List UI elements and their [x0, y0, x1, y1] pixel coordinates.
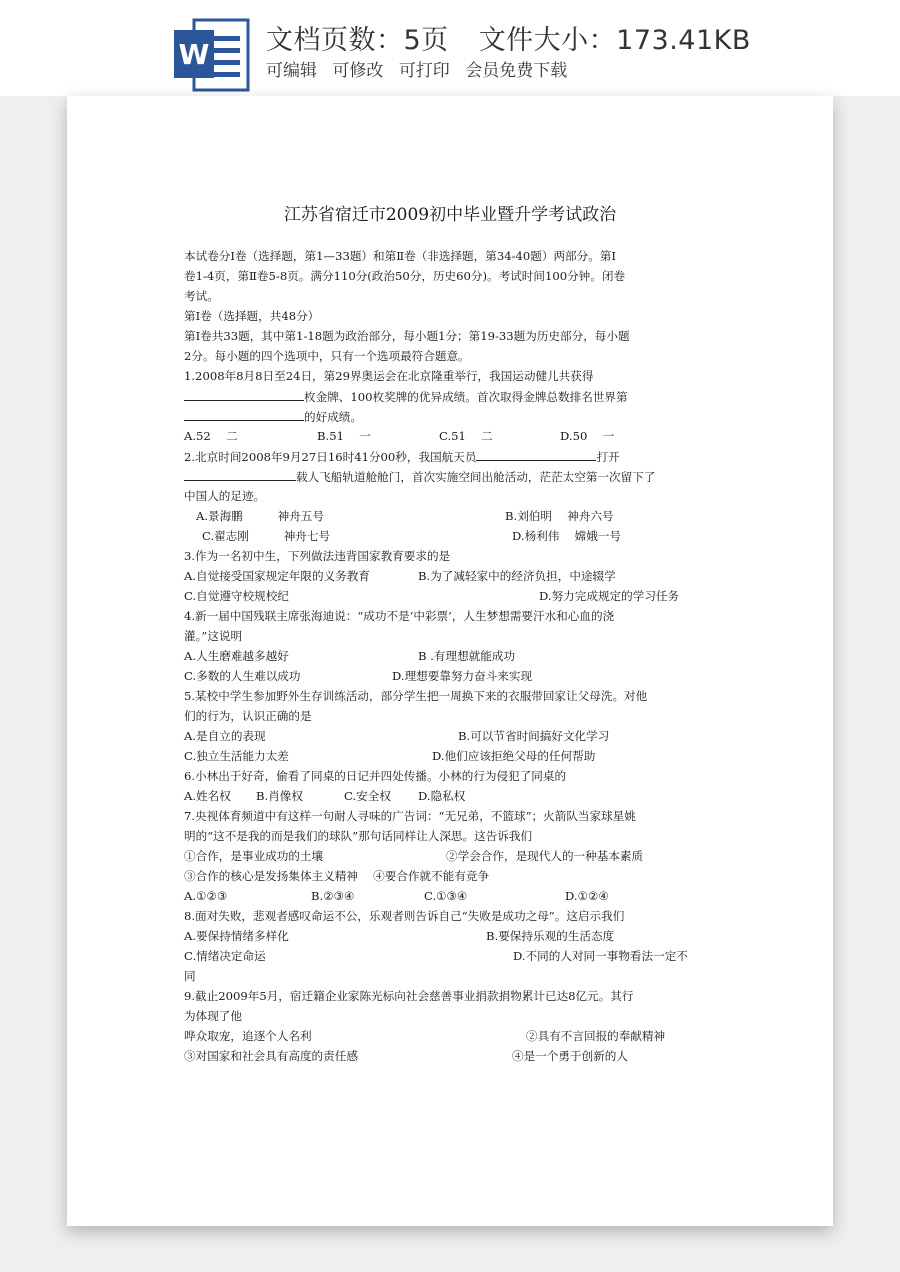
option-c: C.情绪决定命运: [184, 949, 266, 963]
question-2-options-row: [184, 526, 719, 546]
option-b: B.51 一: [317, 429, 371, 443]
document-body: [184, 246, 719, 1066]
option-b: B.可以节省时间搞好文化学习: [458, 729, 610, 743]
option-a: A.是自立的表现: [184, 729, 266, 743]
question-9-stem: 9.截止2009年5月，宿迁籍企业家陈光标向社会慈善事业捐款捐物累计已达8亿元。其行: [184, 989, 634, 1003]
question-7-statements-row: [184, 846, 719, 866]
question-8-line: 同: [184, 969, 196, 983]
statement-1: ①合作，是事业成功的土壤: [184, 849, 324, 863]
option-d: D.不同的人对同一事物看法一定不: [513, 949, 688, 963]
section-heading: 第Ⅰ卷（选择题，共48分）: [184, 309, 320, 323]
intro-line: 第Ⅰ卷共33题，其中第1-18题为政治部分，每小题1分；第19-33题为历史部分，每小题: [184, 329, 630, 343]
option-a: A.景海鹏 神舟五号: [196, 509, 324, 523]
question-4-stem: 4.新一届中国残联主席张海迪说：“成功不是‘中彩票’，人生梦想需要汗水和心血的浇: [184, 609, 615, 623]
question-3-options-row: [184, 566, 719, 586]
option-b: B.刘伯明 神舟六号: [505, 509, 614, 523]
question-9-statements-row: [184, 1046, 719, 1066]
option-c: C.自觉遵守校规校纪: [184, 589, 289, 603]
svg-text:W: W: [178, 38, 210, 71]
intro-line: 考试。: [184, 289, 219, 303]
option-b: B .有理想就能成功: [418, 649, 516, 663]
question-4-options-row: [184, 666, 719, 686]
option-a: A.52 二: [184, 429, 238, 443]
option-a: A.自觉接受国家规定年限的义务教育: [184, 569, 370, 583]
question-1-stem: 1.2008年8月8日至24日，第29界奥运会在北京隆重举行，我国运动健儿共获得: [184, 369, 594, 383]
question-7-statements-row: ③合作的核心是发扬集体主义精神 ④要合作就不能有竞争: [184, 869, 490, 883]
option-d: D.50 一: [560, 429, 615, 443]
answer-blank: [184, 406, 304, 421]
answer-blank: [184, 466, 296, 481]
question-4-line: 灌。”这说明: [184, 629, 243, 643]
option-b: B.②③④: [311, 889, 355, 903]
option-d: D.理想要靠努力奋斗来实现: [392, 669, 533, 683]
option-d: D.①②④: [565, 889, 609, 903]
option-d: D.杨利伟 嫦娥一号: [512, 529, 622, 543]
statement-2: ②具有不言回报的奉献精神: [526, 1029, 666, 1043]
question-6-stem: 6.小林出于好奇，偷看了同桌的日记并四处传播。小林的行为侵犯了同桌的: [184, 769, 567, 783]
question-2-text: 2.北京时间2008年9月27日16时41分00秒，我国航天员: [184, 450, 477, 464]
statement-3: ③对国家和社会具有高度的责任感: [184, 1049, 358, 1063]
intro-line: 本试卷分Ⅰ卷（选择题，第1—33题）和第Ⅱ卷（非选择题，第34-40题）两部分。第Ⅰ: [184, 249, 616, 263]
question-1-line: [184, 386, 719, 406]
document-info-banner: [0, 0, 900, 96]
option-a: A.人生磨难越多越好: [184, 649, 289, 663]
option-b: B.要保持乐观的生活态度: [486, 929, 615, 943]
feature-modifiable: 可修改: [332, 61, 384, 81]
statement-2: ②学会合作，是现代人的一种基本素质: [446, 849, 644, 863]
question-7-line: 明的“这不是我的而是我们的球队”那句话同样让人深思。这告诉我们: [184, 829, 533, 843]
question-4-options-row: [184, 646, 719, 666]
option-b: B.为了减轻家中的经济负担，中途辍学: [418, 569, 616, 583]
intro-line: 卷1-4页，第Ⅱ卷5-8页。满分110分(政治50分，历史60分)。考试时间100分钟。闭卷: [184, 269, 626, 283]
question-7-stem: 7.央视体育频道中有这样一句耐人寻味的广告词：“无兄弟，不篮球”；火箭队当家球星姚: [184, 809, 636, 823]
question-5-stem: 5.某校中学生参加野外生存训练活动，部分学生把一周换下来的衣服带回家让父母洗。对他: [184, 689, 648, 703]
question-2-text: 载人飞船轨道舱舱门，首次实施空间出舱活动，茫茫太空第一次留下了: [296, 470, 656, 484]
question-8-stem: 8.面对失败，悲观者感叹命运不公，乐观者则告诉自己“失败是成功之母”。这启示我们: [184, 909, 625, 923]
question-2-text: 打开: [596, 450, 620, 464]
question-5-line: 们的行为，认识正确的是: [184, 709, 312, 723]
question-3-stem: 3.作为一名初中生，下列做法违背国家教育要求的是: [184, 549, 451, 563]
question-5-options-row: [184, 746, 719, 766]
option-c: C.安全权: [344, 789, 391, 803]
question-9-statements-row: [184, 1026, 719, 1046]
banner-stats: [266, 18, 781, 57]
feature-member-download: 会员免费下载: [465, 61, 568, 81]
option-c: C.51 二: [439, 429, 493, 443]
document-title: 江苏省宿迁市2009初中毕业暨升学考试政治: [283, 205, 617, 225]
option-c: C.独立生活能力太差: [184, 749, 289, 763]
word-document-icon: [172, 14, 250, 94]
option-a: A.①②③: [184, 889, 228, 903]
question-2-line: 中国人的足迹。: [184, 489, 266, 503]
document-page: [67, 96, 833, 1226]
question-3-options-row: [184, 586, 719, 606]
option-a: A.要保持情绪多样化: [184, 929, 289, 943]
question-8-options-row: [184, 946, 719, 966]
banner-features: [266, 56, 577, 81]
option-a: A.姓名权: [184, 789, 231, 803]
page-count: 文档页数：5页: [266, 25, 449, 56]
question-2-options-row: [184, 506, 719, 526]
question-8-options-row: [184, 926, 719, 946]
option-d: D.隐私权: [418, 789, 466, 803]
feature-printable: 可打印: [398, 61, 450, 81]
option-c: C.多数的人生难以成功: [184, 669, 301, 683]
option-d: D.努力完成规定的学习任务: [539, 589, 680, 603]
question-7-options: [184, 886, 719, 906]
answer-blank: [184, 386, 304, 401]
question-2-line: [184, 466, 719, 486]
question-5-options-row: [184, 726, 719, 746]
option-c: C.翟志刚 神舟七号: [202, 529, 331, 543]
question-1-options: [184, 426, 719, 446]
question-9-line: 为体现了他: [184, 1009, 242, 1023]
option-d: D.他们应该拒绝父母的任何帮助: [432, 749, 596, 763]
feature-editable: 可编辑: [266, 61, 317, 81]
question-2-stem: [184, 446, 719, 466]
statement-1: 哗众取宠，追逐个人名利: [184, 1029, 312, 1043]
file-size: 文件大小：173.41KB: [478, 25, 751, 56]
question-1-line: [184, 406, 719, 426]
question-6-options: [184, 786, 719, 806]
question-1-text: 枚金牌、100枚奖牌的优异成绩。首次取得金牌总数排名世界第: [304, 390, 628, 404]
option-c: C.①③④: [424, 889, 468, 903]
answer-blank: [476, 446, 596, 461]
statement-4: ④是一个勇于创新的人: [512, 1049, 628, 1063]
question-1-text: 的好成绩。: [304, 410, 362, 424]
intro-line: 2分。每小题的四个选项中，只有一个选项最符合题意。: [184, 349, 470, 363]
option-b: B.肖像权: [256, 789, 303, 803]
